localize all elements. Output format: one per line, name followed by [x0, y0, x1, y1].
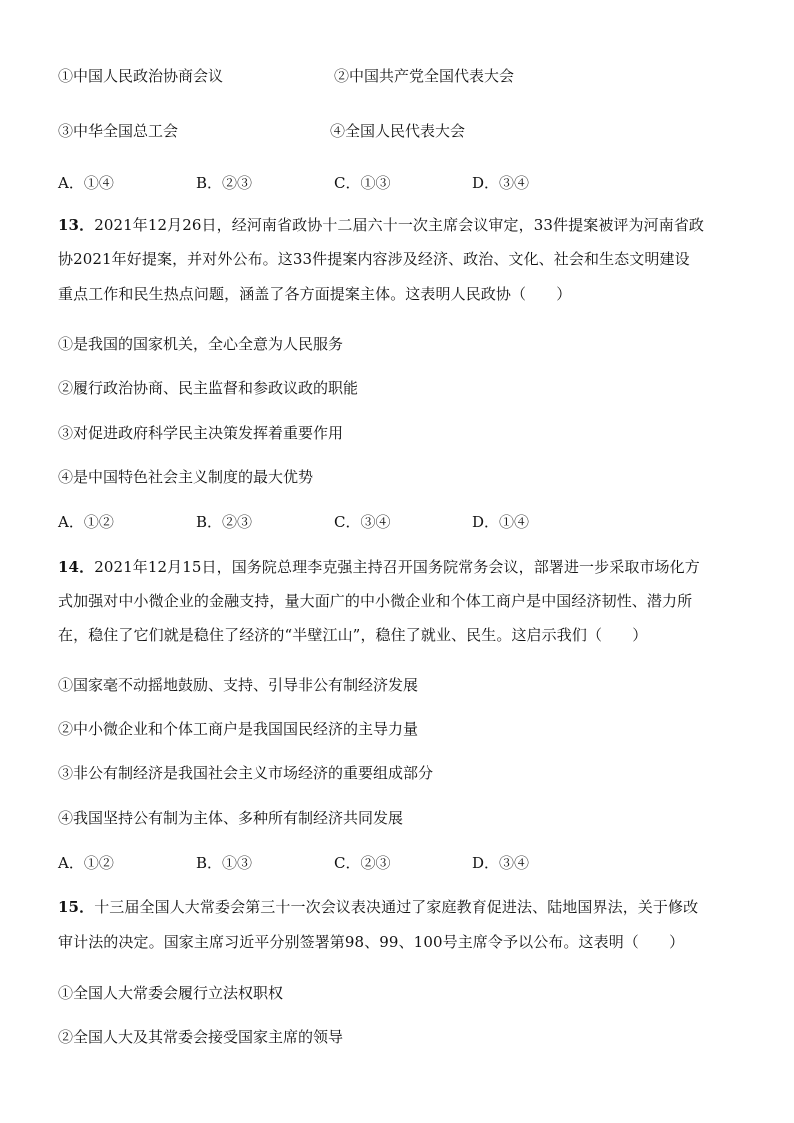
q12-choice-d: D．③④ [472, 174, 530, 192]
q14-stem-line-3: 在，稳住了它们就是稳住了经济的“半壁江山”，稳住了就业、民生。这启示我们（ ） [58, 626, 648, 644]
q14-choice-c: C．②③ [334, 854, 391, 872]
q13-stem-line-3: 重点工作和民生热点问题，涵盖了各方面提案主体。这表明人民政协（ ） [58, 285, 572, 303]
q15-item-1: ①全国人大常委会履行立法权职权 [58, 984, 284, 1002]
q13-stem-line-1 [58, 215, 738, 235]
q14-stem-line-2: 式加强对中小微企业的金融支持，量大面广的中小微企业和个体工商户是中国经济韧性、潜力所 [58, 592, 693, 610]
q15-stem-line-2: 审计法的决定。国家主席习近平分别签署第98、99、100号主席令予以公布。这表明（ ） [58, 933, 685, 951]
q12-item-1: ①中国人民政治协商会议 [58, 67, 224, 85]
q13-choice-b: B．②③ [196, 513, 253, 531]
q14-item-2: ②中小微企业和个体工商户是我国国民经济的主导力量 [58, 720, 419, 738]
q12-item-3: ③中华全国总工会 [58, 122, 179, 140]
q13-item-2: ②履行政治协商、民主监督和参政议政的职能 [58, 379, 359, 397]
q13-choice-a: A．①② [58, 513, 114, 531]
q15-stem-line-1 [58, 897, 738, 917]
q13-item-4: ④是中国特色社会主义制度的最大优势 [58, 468, 314, 486]
q15-number: 15． [58, 898, 95, 916]
q12-choice-c: C．①③ [334, 174, 391, 192]
q14-item-4: ④我国坚持公有制为主体、多种所有制经济共同发展 [58, 809, 404, 827]
q14-number: 14． [58, 558, 95, 576]
q15-item-2: ②全国人大及其常委会接受国家主席的领导 [58, 1028, 344, 1046]
q13-choice-d: D．①④ [472, 513, 530, 531]
q14-item-3: ③非公有制经济是我国社会主义市场经济的重要组成部分 [58, 764, 434, 782]
q13-stem-line-2: 协2021年好提案，并对外公布。这33件提案内容涉及经济、政治、文化、社会和生态文明建设 [58, 250, 690, 268]
q14-choice-d: D．③④ [472, 854, 530, 872]
q13-choice-c: C．③④ [334, 513, 391, 531]
q13-number: 13． [58, 216, 95, 234]
q14-text-1: 2021年12月15日，国务院总理李克强主持召开国务院常务会议，部署进一步采取市场化方 [94, 558, 700, 576]
q14-choice-b: B．①③ [196, 854, 253, 872]
q13-item-3: ③对促进政府科学民主决策发挥着重要作用 [58, 424, 344, 442]
q13-item-1: ①是我国的国家机关，全心全意为人民服务 [58, 335, 344, 353]
q12-choice-b: B．②③ [196, 174, 253, 192]
q14-item-1: ①国家毫不动摇地鼓励、支持、引导非公有制经济发展 [58, 676, 419, 694]
q14-choice-a: A．①② [58, 854, 114, 872]
q12-choice-a: A．①④ [58, 174, 114, 192]
q12-item-4: ④全国人民代表大会 [330, 122, 466, 140]
q12-item-2: ②中国共产党全国代表大会 [334, 67, 515, 85]
q15-text-1: 十三届全国人大常委会第三十一次会议表决通过了家庭教育促进法、陆地国界法，关于修改 [94, 898, 699, 916]
q14-stem-line-1 [58, 557, 738, 577]
q13-text-1: 2021年12月26日，经河南省政协十二届六十一次主席会议审定，33件提案被评为河南省政 [94, 216, 705, 234]
